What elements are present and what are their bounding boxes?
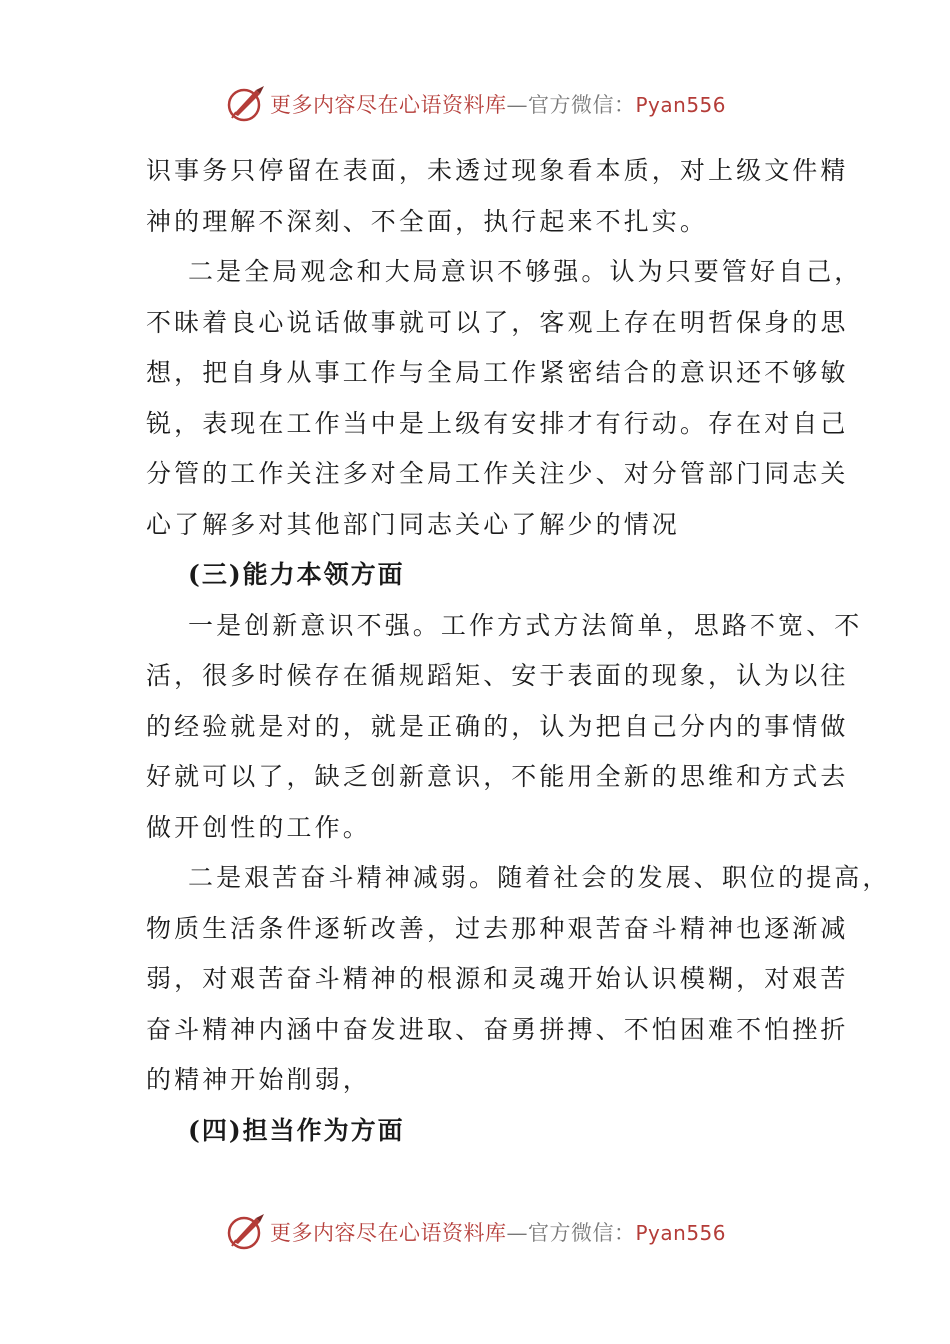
watermark-wechat-id: Pyan556 [635,93,727,117]
watermark-site-name: 更多内容尽在心语资料库 [270,1221,507,1245]
footer-watermark [226,1212,746,1252]
paragraph-line: 锐，表现在工作当中是上级有安排才有行动。存在对自己 [146,408,849,438]
paragraph-line: 一是创新意识不强。工作方式方法简单，思路不宽、不 [188,610,863,640]
paragraph-line: 的精神开始削弱， [146,1065,371,1094]
paragraph-line: 做开创性的工作。 [146,812,371,842]
paragraph-line: 二是艰苦奋斗精神减弱。随着社会的发展、职位的提高， [188,863,891,892]
paragraph-line: 分管的工作关注多对全局工作关注少、对分管部门同志关 [146,459,849,488]
paragraph-line: 弱，对艰苦奋斗精神的根源和灵魂开始认识模糊，对艰苦 [146,964,849,993]
paragraph-line: 心了解多对其他部门同志关心了解少的情况 [146,509,680,539]
quill-logo-icon [226,1212,266,1252]
section-heading: (四)担当作为方面 [188,1115,405,1145]
paragraph-line: 不昧着良心说话做事就可以了，客观上存在明哲保身的思 [146,307,849,337]
paragraph-line: 想，把自身从事工作与全局工作紧密结合的意识还不够敏 [146,358,849,387]
document-body [146,146,891,1156]
paragraph-line: 物质生活条件逐斩改善，过去那种艰苦奋斗精神也逐渐减 [146,913,849,943]
paragraph-line: 的经验就是对的，就是正确的，认为把自己分内的事情做 [146,711,849,741]
watermark-wechat-id: Pyan556 [635,1221,727,1245]
paragraph-line: 好就可以了，缺乏创新意识，不能用全新的思维和方式去 [146,762,849,791]
watermark-wechat-label: —官方微信： [506,93,636,117]
watermark-site-name: 更多内容尽在心语资料库 [270,93,507,117]
paragraph-line: 活，很多时候存在循规蹈矩、安于表面的现象，认为以往 [146,661,849,690]
section-heading: (三)能力本领方面 [188,560,405,589]
paragraph-line: 识事务只停留在表面，未透过现象看本质，对上级文件精 [146,156,849,185]
paragraph-line: 奋斗精神内涵中奋发进取、奋勇拼搏、不怕困难不怕挫折 [146,1014,849,1044]
quill-logo-icon [226,84,266,124]
paragraph-line: 神的理解不深刻、不全面，执行起来不扎实。 [146,206,709,236]
paragraph-line: 二是全局观念和大局意识不够强。认为只要管好自己， [188,257,863,286]
header-watermark [226,84,746,124]
watermark-wechat-label: —官方微信： [506,1221,636,1245]
